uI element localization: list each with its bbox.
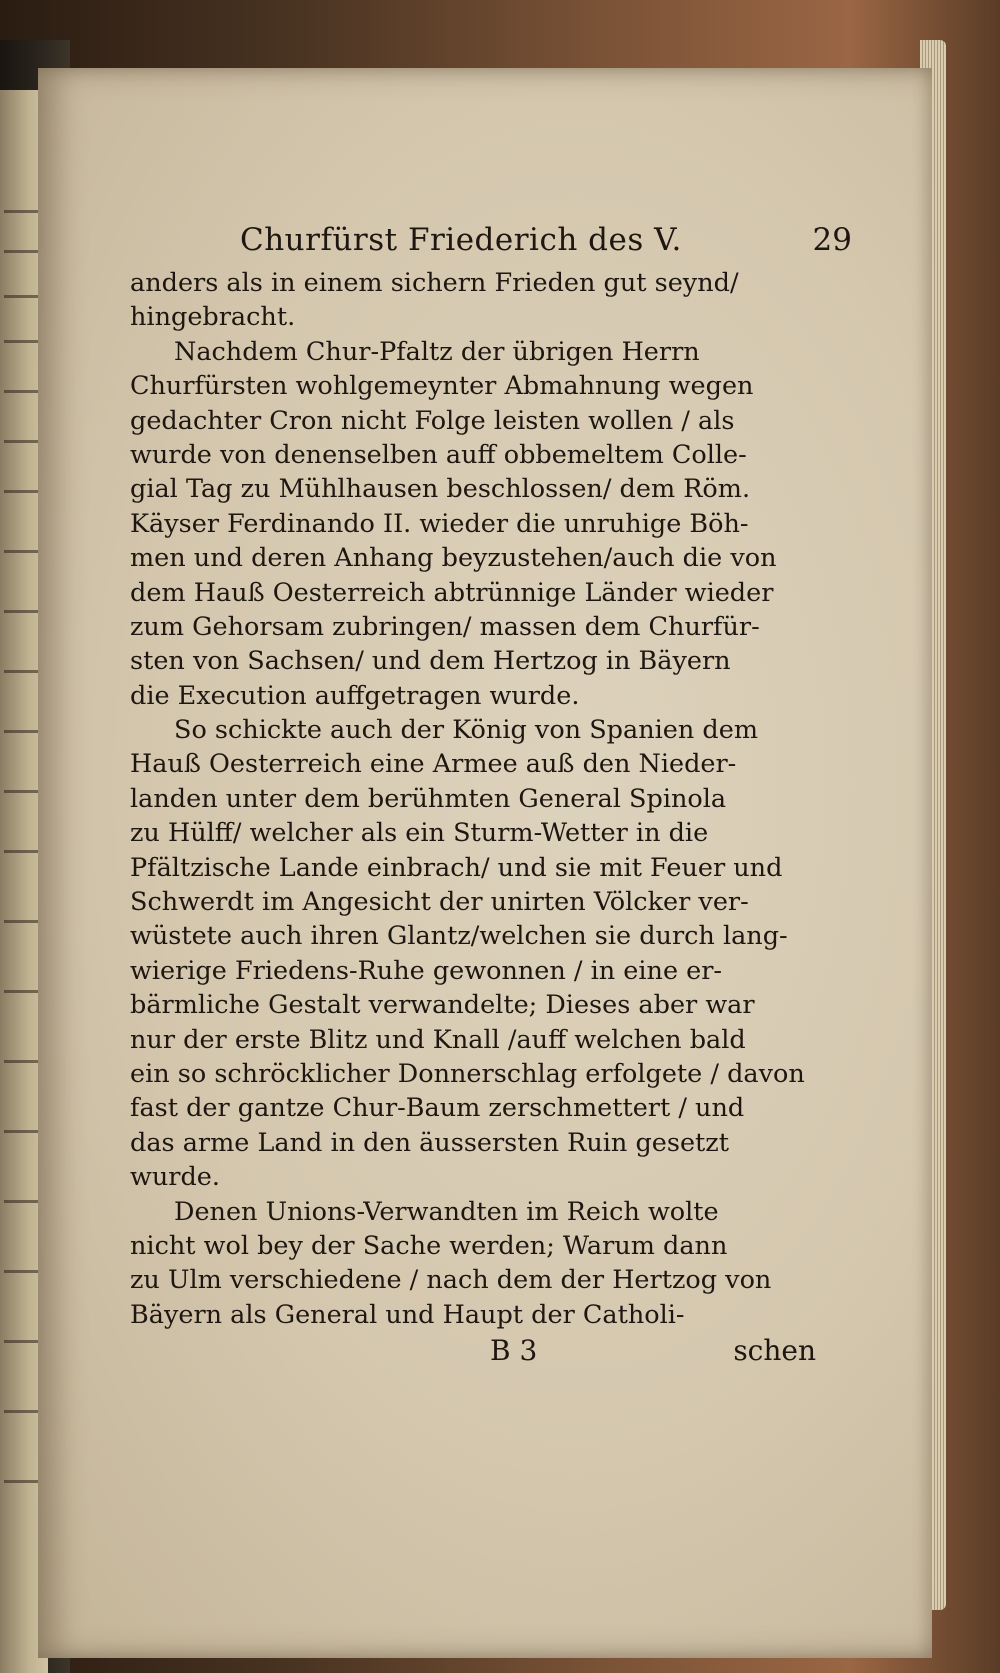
text-line: Churfürsten wohlgemeynter Abmahnung wegen	[130, 371, 754, 402]
text-line: gedachter Cron nicht Folge leisten wollen / als	[130, 405, 735, 436]
text-line: zu Hülff/ welcher als ein Sturm-Wetter in die	[130, 818, 709, 849]
body-text	[130, 266, 870, 1332]
text-line: Hauß Oesterreich eine Armee auß den Nieder-	[130, 749, 737, 780]
text-line: die Execution auffgetragen wurde.	[130, 680, 580, 711]
text-line: zu Ulm verschiedene / nach dem der Hertzog von	[130, 1265, 772, 1296]
text-line: wurde von denenselben auff obbemeltem Colle-	[130, 439, 747, 470]
text-line: So schickte auch der König von Spanien dem	[174, 715, 758, 746]
text-line: Pfältzische Lande einbrach/ und sie mit Feuer und	[130, 852, 783, 883]
text-line: wurde.	[130, 1162, 220, 1193]
text-line: Denen Unions-Verwandten im Reich wolte	[174, 1196, 719, 1227]
text-line: hingebracht.	[130, 302, 296, 333]
book-page	[38, 68, 932, 1658]
text-line: sten von Sachsen/ und dem Hertzog in Bäyern	[130, 646, 731, 677]
text-line: nicht wol bey der Sache werden; Warum dann	[130, 1230, 728, 1261]
catchword: schen	[733, 1334, 816, 1368]
text-line: das arme Land in den äussersten Ruin gesetzt	[130, 1127, 729, 1158]
text-line: anders als in einem sichern Frieden gut seynd/	[130, 268, 739, 298]
text-line: Bäyern als General und Haupt der Catholi-	[130, 1299, 685, 1330]
text-line: gial Tag zu Mühlhausen beschlossen/ dem Röm.	[130, 474, 751, 505]
text-block	[130, 218, 870, 1378]
text-line: Nachdem Chur-Pfaltz der übrigen Herrn	[174, 336, 700, 367]
text-line: men und deren Anhang beyzustehen/auch die von	[130, 543, 777, 574]
text-line: Käyser Ferdinando II. wieder die unruhige Böh-	[130, 508, 749, 539]
text-line: zum Gehorsam zubringen/ massen dem Churfür-	[130, 611, 760, 642]
page-number: 29	[812, 222, 852, 258]
text-line: nur der erste Blitz und Knall /auff welchen bald	[130, 1024, 746, 1055]
signature-mark: B 3	[490, 1334, 538, 1368]
text-line: landen unter dem berühmten General Spinola	[130, 783, 727, 814]
text-line: wüstete auch ihren Glantz/welchen sie durch lang-	[130, 921, 788, 952]
text-line: fast der gantze Chur-Baum zerschmettert / und	[130, 1093, 745, 1124]
text-line: Schwerdt im Angesicht der unirten Völcker ver-	[130, 887, 749, 918]
text-line: dem Hauß Oesterreich abtrünnige Länder wieder	[130, 577, 774, 608]
page-footer	[130, 1334, 870, 1378]
text-line: bärmliche Gestalt verwandelte; Dieses aber war	[130, 990, 755, 1021]
page-header	[130, 218, 870, 266]
text-line: wierige Friedens-Ruhe gewonnen / in eine er-	[130, 955, 723, 986]
text-line: ein so schröcklicher Donnerschlag erfolgete / davon	[130, 1058, 805, 1089]
running-head: Churfürst Friederich des V.	[240, 222, 682, 258]
